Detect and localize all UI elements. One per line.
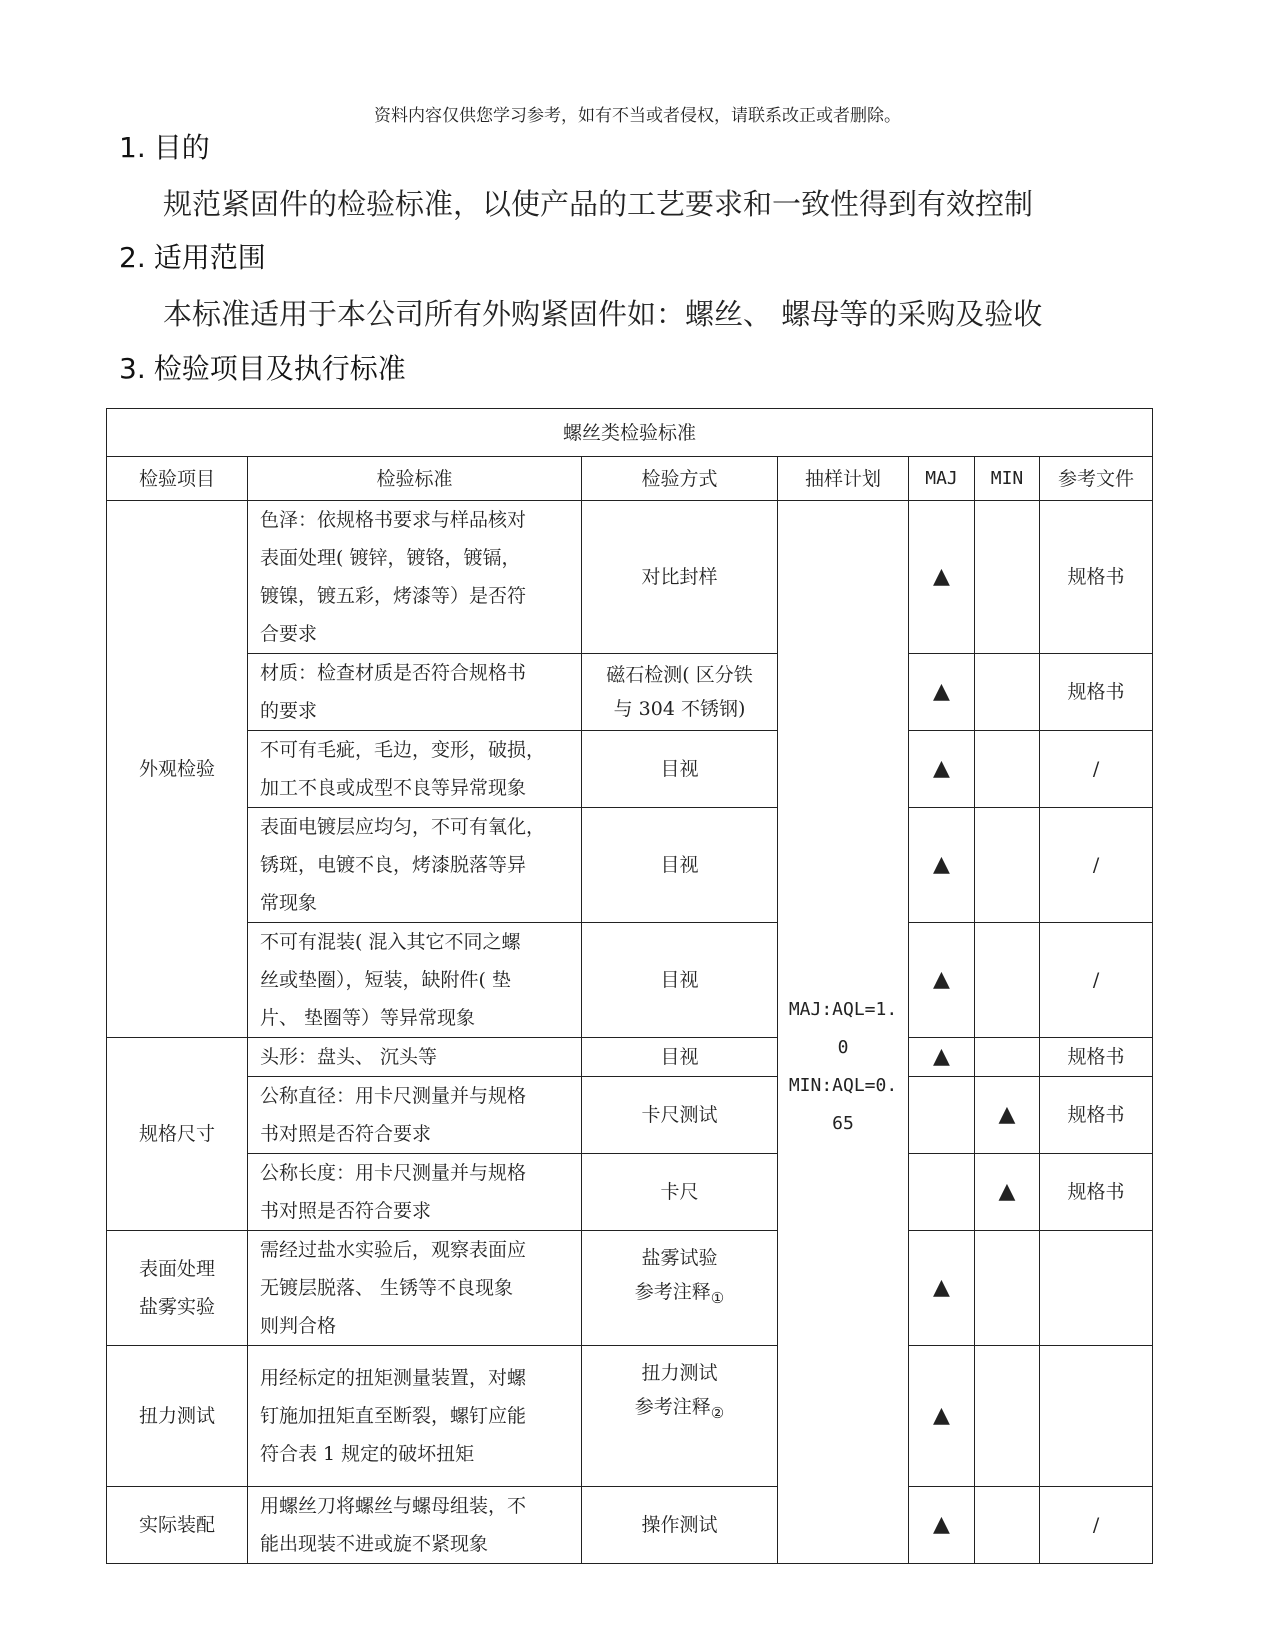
min-mark <box>975 731 1040 808</box>
section-heading-purpose <box>119 126 210 166</box>
maj-mark: ▲ <box>909 654 975 731</box>
method-cell: 卡尺测试 <box>582 1077 778 1154</box>
note-marker: ② <box>710 1404 725 1422</box>
method-cell: 磁石检测( 区分铁 与 304 不锈钢) <box>582 654 778 731</box>
method-cell: 目视 <box>582 731 778 808</box>
standard-cell: 不可有毛疵，毛边，变形，破损， 加工不良或成型不良等异常现象 <box>248 731 582 808</box>
section-number: 3. <box>119 352 146 385</box>
table-row <box>107 1487 1153 1564</box>
reference-cell: / <box>1040 923 1153 1038</box>
min-mark <box>975 1038 1040 1077</box>
reference-cell: 规格书 <box>1040 501 1153 654</box>
section-body-scope: 本标准适用于本公司所有外购紧固件如：螺丝、 螺母等的采购及验收 <box>163 297 1043 331</box>
maj-mark: ▲ <box>909 1487 975 1564</box>
reference-cell <box>1040 1346 1153 1487</box>
section-body-purpose: 规范紧固件的检验标准，以使产品的工艺要求和一致性得到有效控制 <box>163 187 1034 221</box>
min-mark <box>975 1487 1040 1564</box>
header-cell: MAJ <box>909 457 975 501</box>
standard-cell: 头形：盘头、 沉头等 <box>248 1038 582 1077</box>
section-title: 适用范围 <box>153 241 266 274</box>
method-cell: 目视 <box>582 1038 778 1077</box>
min-mark <box>975 654 1040 731</box>
maj-mark: ▲ <box>909 923 975 1038</box>
sampling-line: 0 <box>837 1037 849 1058</box>
table-row <box>107 1038 1153 1077</box>
sampling-line: 65 <box>832 1113 854 1134</box>
min-mark <box>975 1346 1040 1487</box>
method-cell: 目视 <box>582 808 778 923</box>
header-cell: 抽样计划 <box>778 457 909 501</box>
maj-mark <box>909 1077 975 1154</box>
table-row <box>107 923 1153 1038</box>
table-row <box>107 1231 1153 1346</box>
group-label: 规格尺寸 <box>107 1038 248 1231</box>
reference-cell: / <box>1040 808 1153 923</box>
sampling-line: MIN:AQL=0. <box>788 1075 898 1096</box>
method-cell: 扭力测试 参考注释$_②$ <box>582 1346 778 1487</box>
table-row <box>107 1077 1153 1154</box>
reference-cell: 规格书 <box>1040 1077 1153 1154</box>
reference-cell <box>1040 1231 1153 1346</box>
standard-cell: 材质：检查材质是否符合规格书 的要求 <box>248 654 582 731</box>
method-cell: 卡尺 <box>582 1154 778 1231</box>
method-cell: 操作测试 <box>582 1487 778 1564</box>
standard-cell: 用经标定的扭矩测量装置，对螺 钉施加扭矩直至断裂，螺钉应能 符合表 1 规定的破坏扭矩 <box>248 1346 582 1487</box>
disclaimer-text: 资料内容仅供您学习参考，如有不当或者侵权，请联系改正或者删除。 <box>374 106 901 126</box>
section-number: 2. <box>119 241 146 274</box>
min-mark <box>975 923 1040 1038</box>
standard-cell: 表面电镀层应均匀，不可有氧化， 锈斑，电镀不良，烤漆脱落等异 常现象 <box>248 808 582 923</box>
header-cell: 检验标准 <box>248 457 582 501</box>
maj-mark <box>909 1154 975 1231</box>
method-cell: 盐雾试验 参考注释$_①$ <box>582 1231 778 1346</box>
section-heading-scope <box>119 236 266 276</box>
header-cell: 参考文件 <box>1040 457 1153 501</box>
section-title: 目的 <box>153 131 210 164</box>
table-header-row <box>107 457 1153 501</box>
table-row <box>107 1154 1153 1231</box>
table-row <box>107 1346 1153 1487</box>
standard-cell: 公称直径：用卡尺测量并与规格 书对照是否符合要求 <box>248 1077 582 1154</box>
min-mark <box>975 501 1040 654</box>
reference-cell: 规格书 <box>1040 1038 1153 1077</box>
header-cell: 检验项目 <box>107 457 248 501</box>
reference-cell: / <box>1040 1487 1153 1564</box>
min-mark: ▲ <box>975 1077 1040 1154</box>
standard-cell: 公称长度：用卡尺测量并与规格 书对照是否符合要求 <box>248 1154 582 1231</box>
table-row <box>107 808 1153 923</box>
group-label: 实际装配 <box>107 1487 248 1564</box>
group-label: 表面处理 盐雾实验 <box>107 1231 248 1346</box>
table-title: 螺丝类检验标准 <box>107 409 1153 457</box>
section-title: 检验项目及执行标准 <box>153 352 406 385</box>
standard-cell: 需经过盐水实验后，观察表面应 无镀层脱落、 生锈等不良现象 则判合格 <box>248 1231 582 1346</box>
section-number: 1. <box>119 131 146 164</box>
min-mark <box>975 1231 1040 1346</box>
table-row <box>107 654 1153 731</box>
maj-mark: ▲ <box>909 1346 975 1487</box>
maj-mark: ▲ <box>909 808 975 923</box>
standard-cell: 用螺丝刀将螺丝与螺母组装，不 能出现装不进或旋不紧现象 <box>248 1487 582 1564</box>
method-cell: 目视 <box>582 923 778 1038</box>
header-cell: 检验方式 <box>582 457 778 501</box>
maj-mark: ▲ <box>909 1038 975 1077</box>
reference-cell: 规格书 <box>1040 654 1153 731</box>
sampling-line: MAJ:AQL=1. <box>788 999 898 1020</box>
table-row <box>107 501 1153 654</box>
header-cell: MIN <box>975 457 1040 501</box>
inspection-standard-table <box>106 408 1153 1564</box>
group-label: 外观检验 <box>107 501 248 1038</box>
method-cell: 对比封样 <box>582 501 778 654</box>
min-mark: ▲ <box>975 1154 1040 1231</box>
reference-cell: 规格书 <box>1040 1154 1153 1231</box>
min-mark <box>975 808 1040 923</box>
table-row <box>107 731 1153 808</box>
section-heading-items <box>119 347 406 387</box>
maj-mark: ▲ <box>909 501 975 654</box>
maj-mark: ▲ <box>909 731 975 808</box>
reference-cell: / <box>1040 731 1153 808</box>
sampling-plan-cell <box>778 501 909 1564</box>
standard-cell: 色泽：依规格书要求与样品核对 表面处理( 镀锌，镀铬，镀镉， 镀镍，镀五彩，烤漆等）是否符 合要求 <box>248 501 582 654</box>
standard-cell: 不可有混装( 混入其它不同之螺 丝或垫圈），短装，缺附件( 垫 片、 垫圈等）等异常现象 <box>248 923 582 1038</box>
group-label: 扭力测试 <box>107 1346 248 1487</box>
note-marker: ① <box>710 1289 725 1307</box>
maj-mark: ▲ <box>909 1231 975 1346</box>
